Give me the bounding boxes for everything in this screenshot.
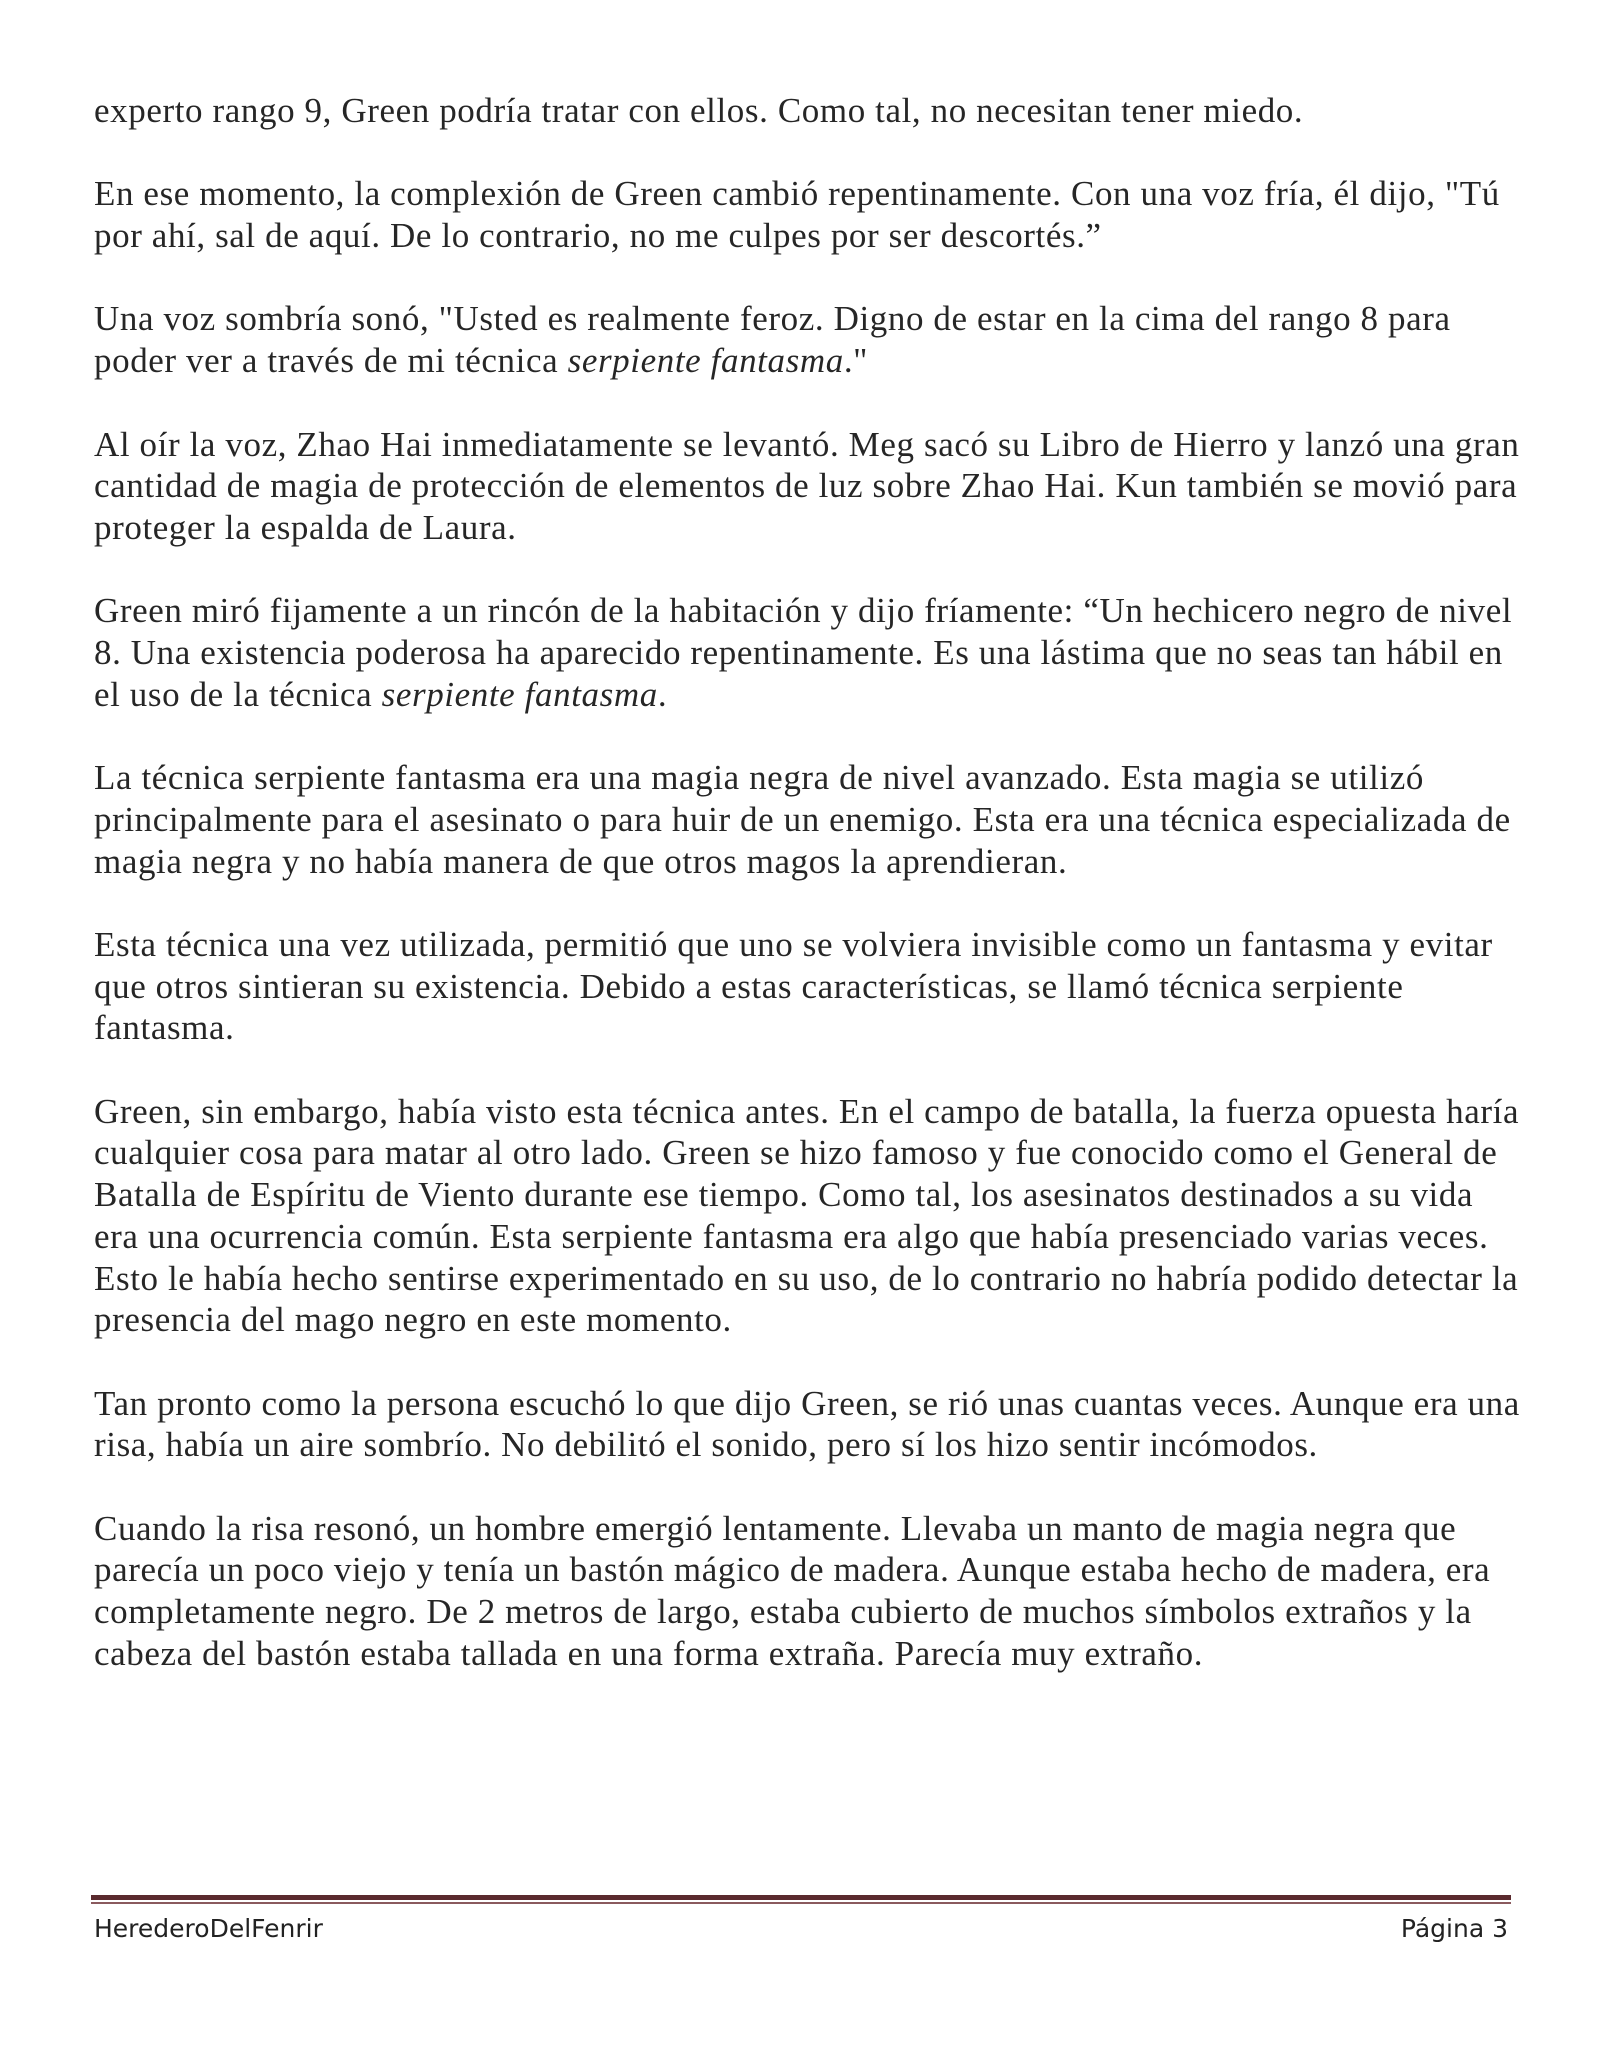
italic-term: serpiente fantasma	[381, 674, 658, 714]
footer-divider-thin	[91, 1902, 1511, 1904]
footer-author: HerederoDelFenrir	[94, 1914, 323, 1943]
page-body	[94, 90, 1524, 1675]
paragraph-7: Esta técnica una vez utilizada, permitió que uno se volviera invisible como un fantasma y evitar que otros sintieran su existencia. Debido a estas características, se llamó técnica serpiente fantasma.	[94, 924, 1493, 1048]
paragraph-1: experto rango 9, Green podría tratar con ellos. Como tal, no necesitan tener miedo.	[94, 91, 1304, 130]
paragraph-3: Una voz sombría sonó, "Usted es realmente feroz. Digno de estar en la cima del rango 8 para poder ver a través de mi técnica serpiente fantasma."	[94, 299, 1451, 381]
paragraph-2: En ese momento, la complexión de Green cambió repentinamente. Con una voz fría, él dijo, "Tú por ahí, sal de aquí. De lo contrario, no me culpes por ser descortés.”	[94, 174, 1500, 256]
paragraph-9: Tan pronto como la persona escuchó lo que dijo Green, se rió unas cuantas veces. Aunque era una risa, había un aire sombrío. No debilitó el sonido, pero sí los hizo sentir incómodos.	[94, 1383, 1520, 1465]
footer-page-number: Página 3	[1400, 1914, 1508, 1943]
paragraph-4: Al oír la voz, Zhao Hai inmediatamente se levantó. Meg sacó su Libro de Hierro y lanzó una gran cantidad de magia de protección de elementos de luz sobre Zhao Hai. Kun también se movió para proteger la espalda de Laura.	[94, 424, 1520, 547]
footer-divider	[91, 1895, 1511, 1904]
paragraph-8: Green, sin embargo, había visto esta técnica antes. En el campo de batalla, la fuerza opuesta haría cualquier cosa para matar al otro lado. Green se hizo famoso y fue conocido como el General de Batalla de Espíritu de Viento durante ese tiempo. Como tal, los asesinatos destinados a su vida era una ocurrencia común. Esta serpiente fantasma era algo que había presenciado varias veces. Esto le había hecho sentirse experimentado en su uso, de lo contrario no habría podido detectar la presencia del mago negro en este momento.	[94, 1091, 1520, 1340]
paragraph-6: La técnica serpiente fantasma era una magia negra de nivel avanzado. Esta magia se utilizó principalmente para el asesinato o para huir de un enemigo. Esta era una técnica especializada de magia negra y no había manera de que otros magos la aprendieran.	[94, 758, 1511, 881]
paragraph-10: Cuando la risa resonó, un hombre emergió lentamente. Llevaba un manto de magia negra que parecía un poco viejo y tenía un bastón mágico de madera. Aunque estaba hecho de madera, era completamente negro. De 2 metros de largo, estaba cubierto de muchos símbolos extraños y la cabeza del bastón estaba tallada en una forma extraña. Parecía muy extraño.	[94, 1508, 1491, 1673]
italic-term: serpiente fantasma	[567, 341, 844, 381]
paragraph-5: Green miró fijamente a un rincón de la habitación y dijo fríamente: “Un hechicero negro de nivel 8. Una existencia poderosa ha aparecido repentinamente. Es una lástima que no seas tan hábil en el uso de la técnica serpiente fantasma.	[94, 591, 1513, 714]
footer-divider-thick	[91, 1895, 1511, 1900]
page-footer	[94, 1914, 1508, 1943]
